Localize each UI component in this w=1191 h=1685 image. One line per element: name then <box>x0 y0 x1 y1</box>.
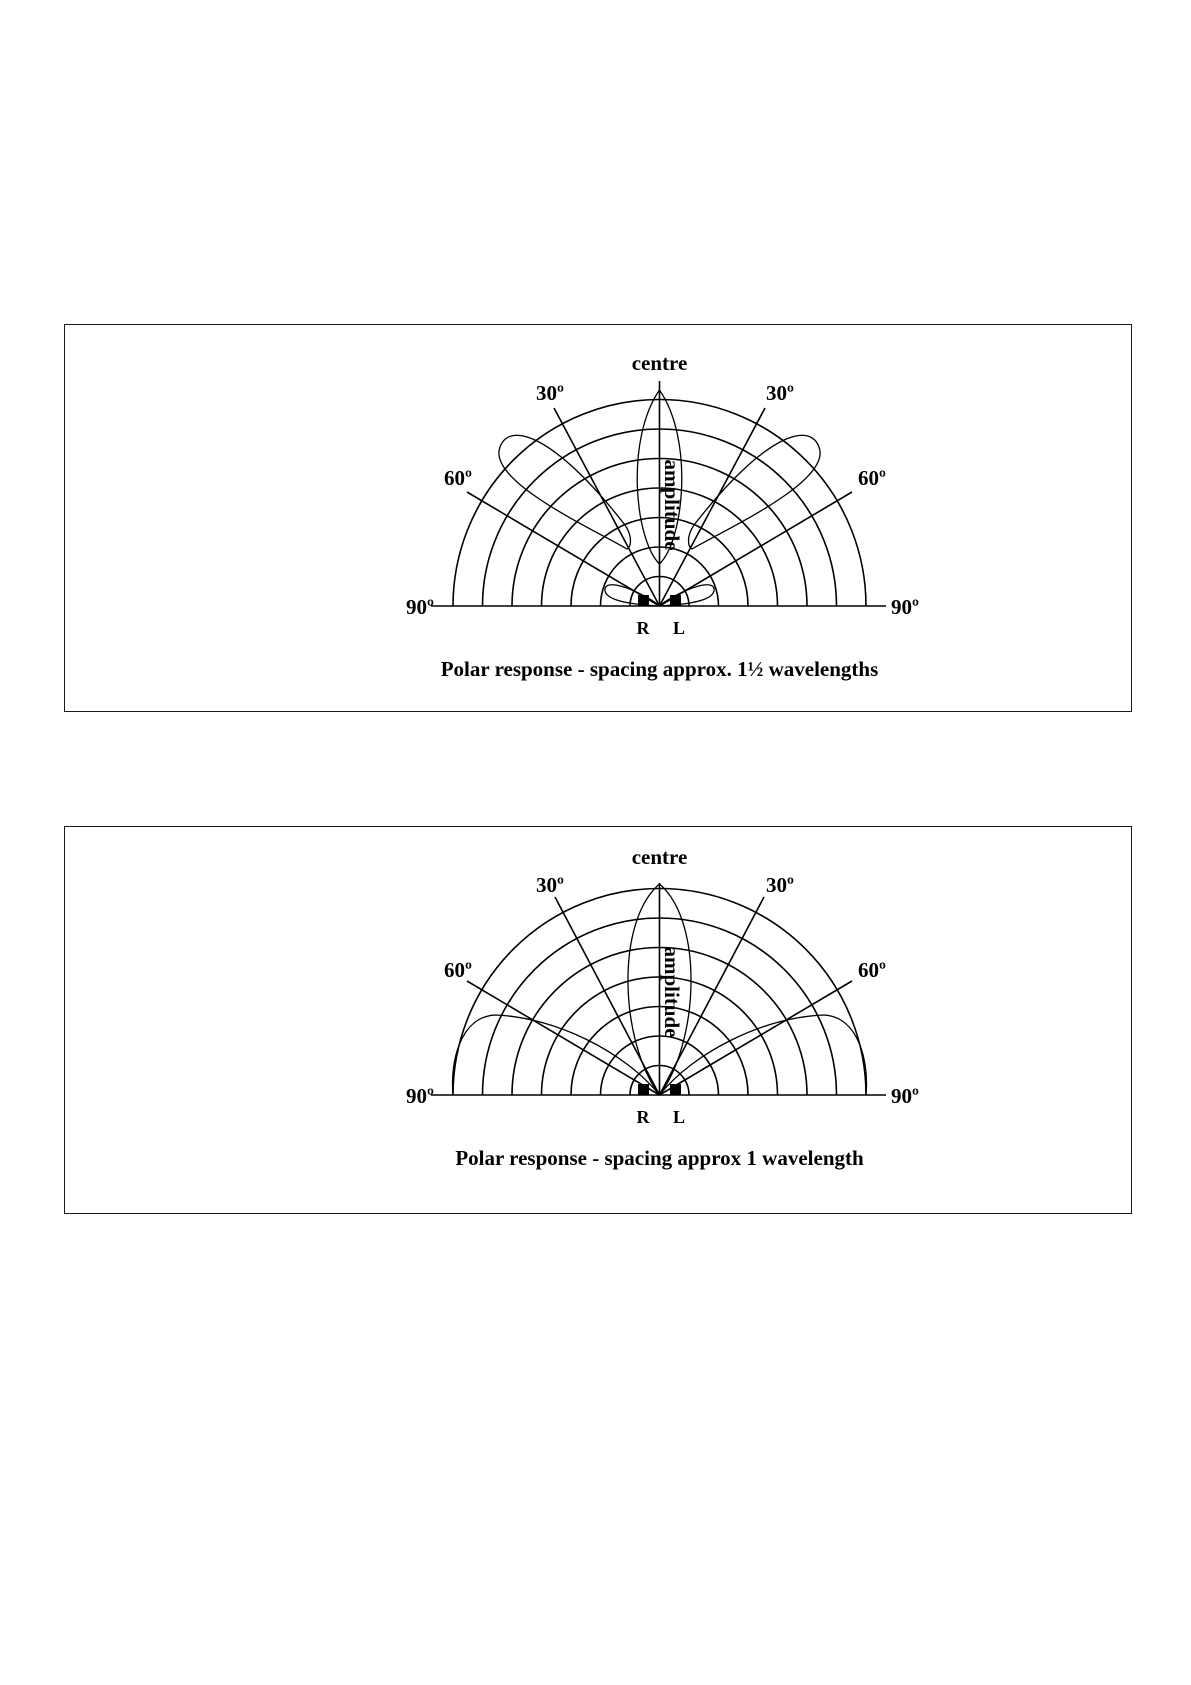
polar-diagram-1 <box>65 325 1133 713</box>
label-speaker-left: L <box>672 618 686 638</box>
speaker-left-marker <box>670 595 681 606</box>
speaker-left-marker <box>670 1084 681 1095</box>
polar-figure-2 <box>64 826 1132 1214</box>
label-amplitude: amplitude <box>660 946 684 1038</box>
polar-figure-1 <box>64 324 1132 712</box>
label-30-right: 30º <box>766 873 794 897</box>
figure-caption: Polar response - spacing approx. 1½ wavelengths <box>440 657 879 681</box>
radial-line-60-right <box>660 981 853 1095</box>
label-amplitude: amplitude <box>660 459 684 551</box>
label-60-left: 60º <box>444 958 472 982</box>
label-60-right: 60º <box>858 466 886 490</box>
label-speaker-left: L <box>672 1107 686 1127</box>
label-30-left: 30º <box>536 873 564 897</box>
figure-caption: Polar response - spacing approx 1 wavelength <box>455 1146 864 1170</box>
radial-line-60-left <box>467 981 660 1095</box>
label-30-right: 30º <box>766 381 794 405</box>
label-60-left: 60º <box>444 466 472 490</box>
polar-diagram-2 <box>65 827 1133 1215</box>
label-30-left: 30º <box>536 381 564 405</box>
label-90-right: 90º <box>891 595 919 619</box>
label-speaker-right: R <box>636 1107 650 1127</box>
speaker-right-marker <box>638 1084 649 1095</box>
label-90-left: 90º <box>406 1084 434 1108</box>
speaker-right-marker <box>638 595 649 606</box>
label-60-right: 60º <box>858 958 886 982</box>
label-speaker-right: R <box>636 618 650 638</box>
label-centre: centre <box>631 351 688 375</box>
label-90-right: 90º <box>891 1084 919 1108</box>
label-90-left: 90º <box>406 595 434 619</box>
label-centre: centre <box>631 845 688 869</box>
